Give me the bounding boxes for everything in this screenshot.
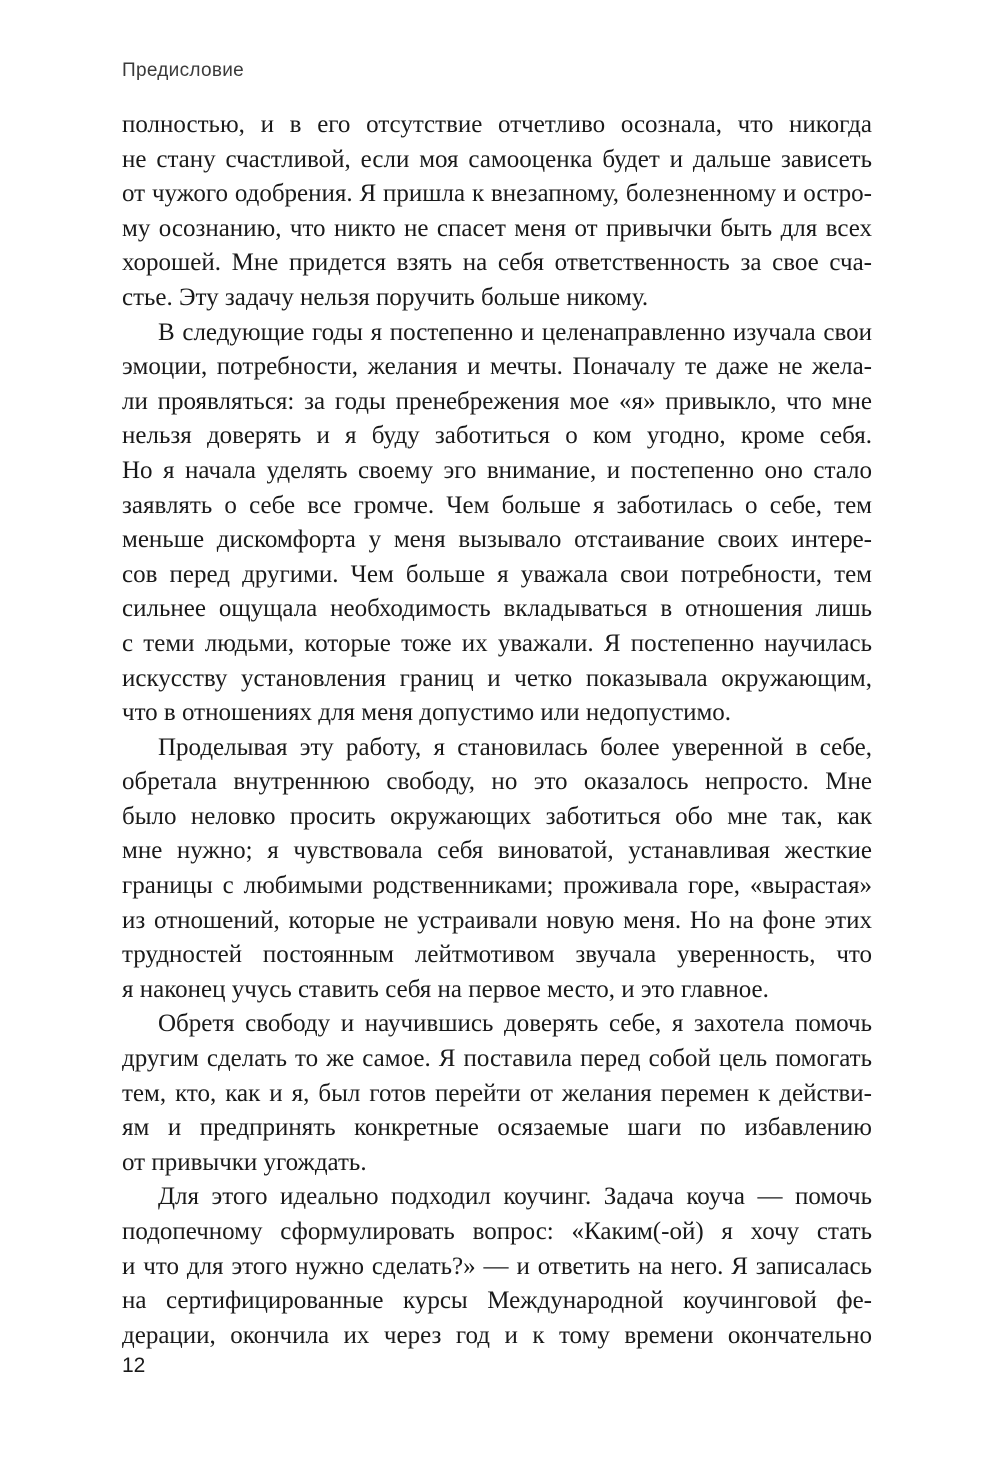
text-line: нельзя доверять и я буду заботиться о ком угодно, кроме себя. — [122, 422, 872, 450]
running-head: Предисловие — [122, 60, 245, 81]
text-line: с теми людьми, которые тоже их уважали. Я постепенно научилась — [122, 629, 872, 657]
text-line: трудностей постоянным лейтмотивом звучала уверенность, что — [122, 941, 872, 969]
text-line: тем, кто, как и я, был готов перейти от желания перемен к действи- — [122, 1079, 872, 1107]
text-line: от привычки угождать. — [122, 1148, 367, 1176]
paragraph — [122, 1007, 872, 1180]
text-line: Проделывая эту работу, я становилась более уверенной в себе, — [158, 733, 872, 761]
text-line: другим сделать то же самое. Я поставила перед собой цель помогать — [122, 1045, 872, 1073]
text-line: сов перед другими. Чем больше я уважала свои потребности, тем — [122, 560, 872, 588]
text-line: что в отношениях для меня допустимо или недопустимо. — [122, 699, 732, 727]
text-line: Обретя свободу и научившись доверять себе, я захотела помочь — [158, 1010, 872, 1038]
text-line: сильнее ощущала необходимость вкладываться в отношения лишь — [122, 595, 872, 623]
text-line: Для этого идеально подходил коучинг. Задача коуча — помочь — [158, 1183, 872, 1211]
text-line: эмоции, потребности, желания и мечты. Поначалу те даже не жела- — [122, 353, 872, 381]
text-line: дерации, окончила их через год и к тому времени окончательно — [122, 1321, 872, 1349]
text-line: ли проявляться: за годы пренебрежения мое «я» привыкло, что мне — [122, 387, 872, 415]
paragraph — [122, 1180, 872, 1353]
text-line: и что для этого нужно сделать?» — и ответить на него. Я записалась — [122, 1252, 872, 1280]
text-line: В следующие годы я постепенно и целенаправленно изучала свои — [158, 318, 872, 346]
paragraph — [122, 108, 872, 316]
text-line: му осознанию, что никто не спасет меня от привычки быть для всех — [122, 214, 872, 242]
text-line: от чужого одобрения. Я пришла к внезапному, болезненному и остро- — [122, 180, 872, 208]
text-line: мне нужно; я чувствовала себя виноватой, устанавливая жесткие — [122, 837, 872, 865]
text-line: подопечному сформулировать вопрос: «Каким(-ой) я хочу стать — [122, 1218, 872, 1245]
text-line: искусству установления границ и четко показывала окружающим, — [122, 664, 872, 692]
text-line: ям и предпринять конкретные осязаемые шаги по избавлению — [122, 1114, 872, 1142]
text-line: границы с любимыми родственниками; проживала горе, «вырастая» — [122, 872, 872, 900]
text-line: не стану счастливой, если моя самооценка будет и дальше зависеть — [122, 145, 872, 173]
text-line: меньше дискомфорта у меня вызывало отстаивание своих интере- — [122, 526, 872, 554]
text-line: на сертифицированные курсы Международной коучинговой фе- — [122, 1287, 872, 1315]
text-line: хорошей. Мне придется взять на себя ответственность за свое сча- — [122, 249, 872, 277]
text-line: я наконец учусь ставить себя на первое место, и это главное. — [122, 975, 769, 1003]
paragraph — [122, 731, 872, 1008]
page-number: 12 — [122, 1354, 146, 1377]
text-line: обретала внутреннюю свободу, но это оказалось непросто. Мне — [122, 768, 872, 796]
text-line: было неловко просить окружающих заботиться обо мне так, как — [122, 802, 872, 830]
text-line: заявлять о себе все громче. Чем больше я заботилась о себе, тем — [122, 491, 872, 519]
text-line: из отношений, которые не устраивали новую меня. Но на фоне этих — [122, 906, 872, 934]
paragraph — [122, 316, 872, 731]
text-line: полностью, и в его отсутствие отчетливо осознала, что никогда — [122, 111, 872, 138]
text-line: Но я начала уделять своему эго внимание, и постепенно оно стало — [122, 456, 872, 484]
text-line: стье. Эту задачу нельзя поручить больше никому. — [122, 283, 649, 311]
body-text — [122, 108, 872, 1353]
